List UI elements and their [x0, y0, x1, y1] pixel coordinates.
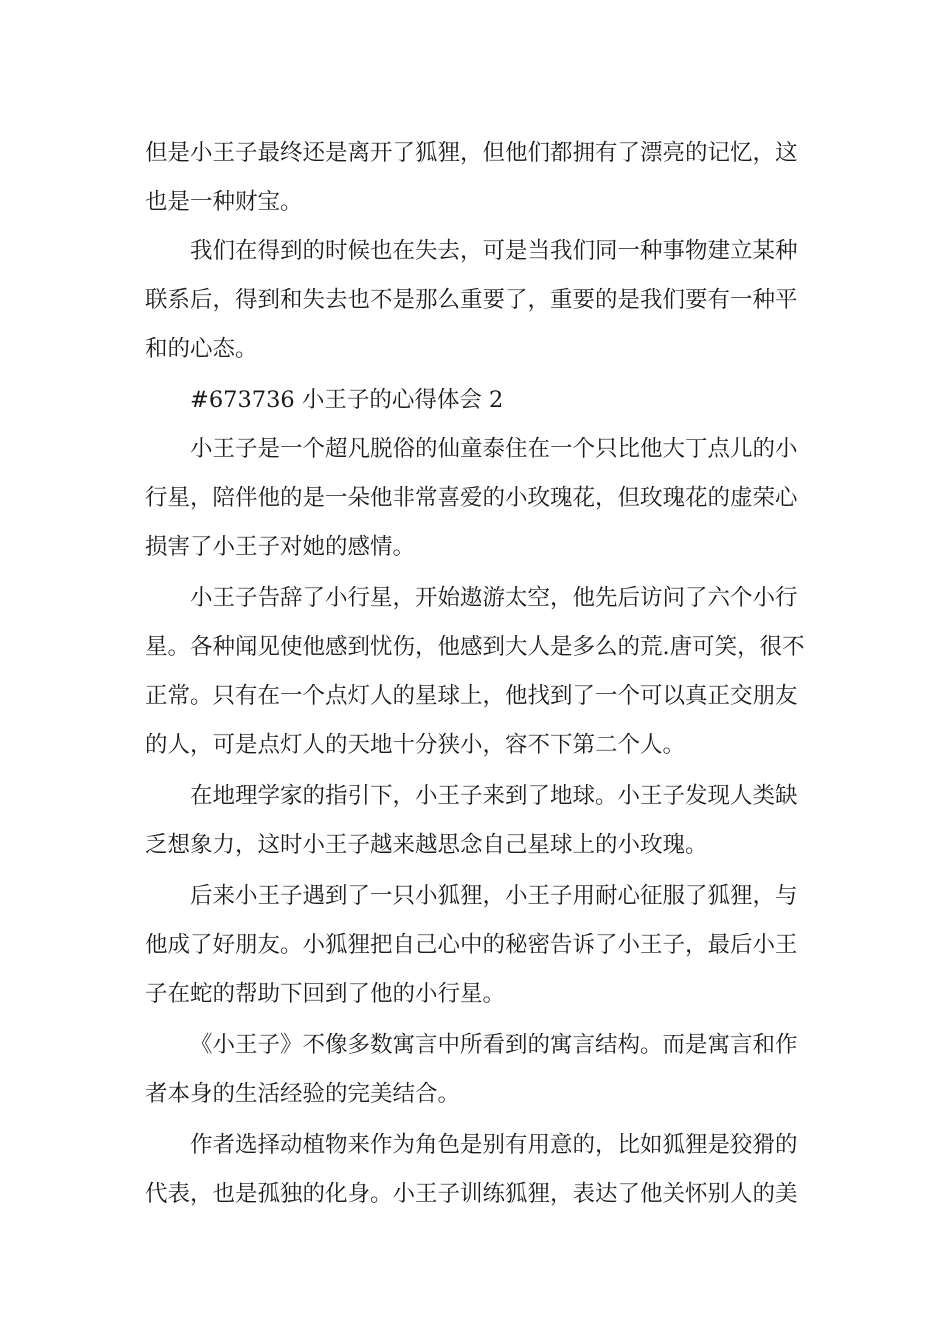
text-line: 作者选择动植物来作为角色是别有用意的，比如狐狸是狡猾的: [190, 1132, 798, 1158]
text-line: 行星，陪伴他的是一朵他非常喜爱的小玫瑰花，但玫瑰花的虚荣心: [145, 485, 798, 511]
text-line: 我们在得到的时候也在失去，可是当我们同一种事物建立某种: [190, 238, 798, 264]
text-line: 星。各种闻见使他感到忧伤，他感到大人是多么的荒.唐可笑，很不: [145, 634, 805, 660]
text-line: 后来小王子遇到了一只小狐狸，小王子用耐心征服了狐狸，与: [190, 883, 798, 909]
text-line: 在地理学家的指引下，小王子来到了地球。小王子发现人类缺: [190, 783, 798, 809]
text-line: 小王子告辞了小行星，开始遨游太空，他先后访问了六个小行: [190, 585, 798, 611]
text-line: 和的心态。: [145, 336, 258, 362]
section-heading: #673736 小王子的心得体会 2: [190, 387, 504, 413]
text-line: 子在蛇的帮助下回到了他的小行星。: [145, 981, 506, 1007]
text-line: 代表，也是孤独的化身。小王子训练狐狸，表达了他关怀别人的美: [145, 1181, 798, 1207]
text-line: 的人，可是点灯人的天地十分狭小，容不下第二个人。: [145, 732, 686, 758]
text-line: 但是小王子最终还是离开了狐狸，但他们都拥有了漂亮的记忆，这: [145, 140, 798, 166]
text-line: 他成了好朋友。小狐狸把自己心中的秘密告诉了小王子，最后小王: [145, 932, 798, 958]
text-line: 正常。只有在一个点灯人的星球上，他找到了一个可以真正交朋友: [145, 683, 798, 709]
text-line: 乏想象力，这时小王子越来越思念自己星球上的小玫瑰。: [145, 832, 708, 858]
text-line: 者本身的生活经验的完美结合。: [145, 1081, 461, 1107]
text-line: 《小王子》不像多数寓言中所看到的寓言结构。而是寓言和作: [190, 1032, 798, 1058]
text-line: 小王子是一个超凡脱俗的仙童泰住在一个只比他大丁点儿的小: [190, 436, 798, 462]
text-line: 联系后，得到和失去也不是那么重要了，重要的是我们要有一种平: [145, 287, 798, 313]
text-line: 损害了小王子对她的感情。: [145, 534, 416, 560]
text-line: 也是一种财宝。: [145, 189, 303, 215]
